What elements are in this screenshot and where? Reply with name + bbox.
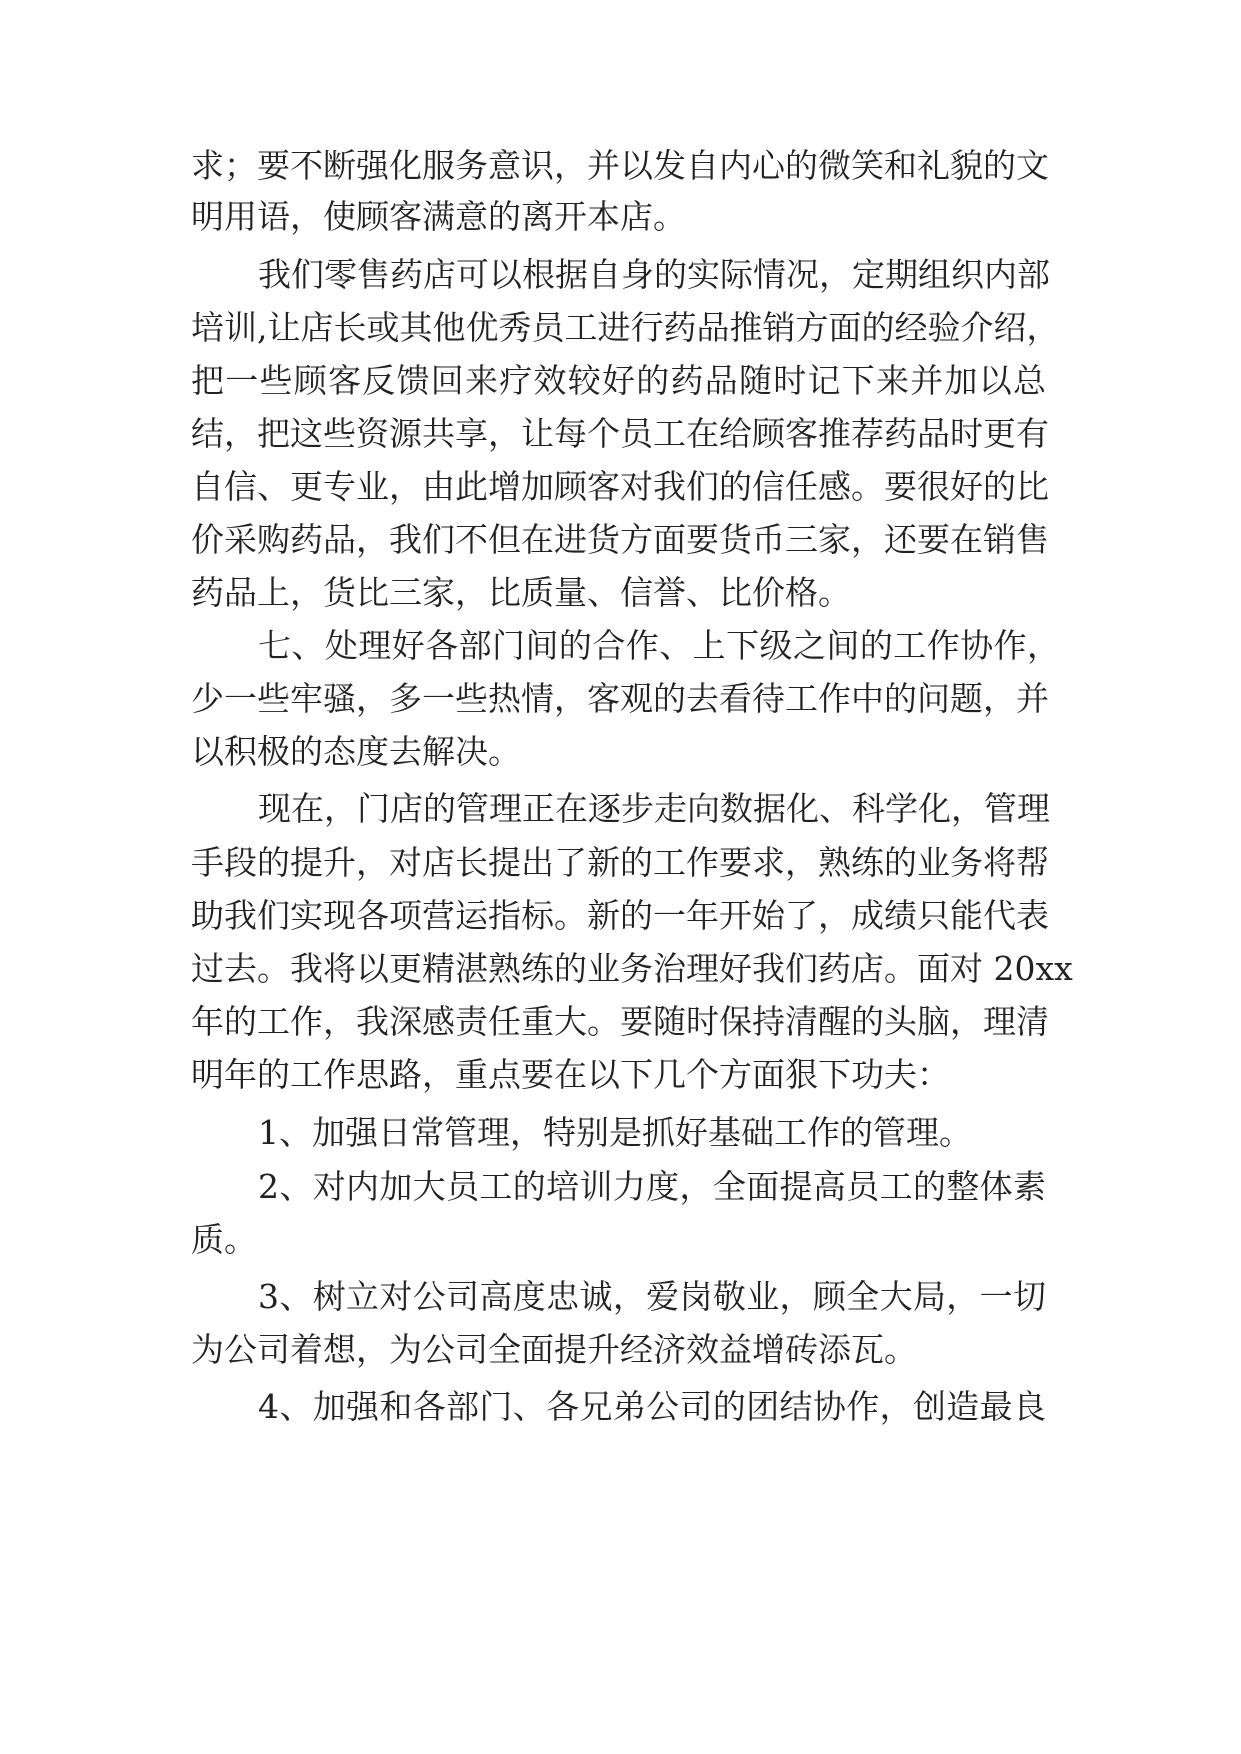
- text-line: 过去。我将以更精湛熟练的业务治理好我们药店。面对 20xx: [191, 949, 1073, 988]
- text-line: 手段的提升，对店长提出了新的工作要求，熟练的业务将帮: [191, 843, 1049, 882]
- list-item: 3、树立对公司高度忠诚，爱岗敬业，顾全大局，一切: [258, 1277, 1046, 1316]
- text-line: 明年的工作思路，重点要在以下几个方面狠下功夫：: [191, 1055, 950, 1094]
- text-line: 明用语，使顾客满意的离开本店。: [191, 197, 686, 236]
- list-item: 2、对内加大员工的培训力度，全面提高员工的整体素: [258, 1167, 1046, 1206]
- text-line: 我们零售药店可以根据自身的实际情况，定期组织内部: [258, 255, 1050, 294]
- text-line: 求；要不断强化服务意识，并以发自内心的微笑和礼貌的文: [191, 146, 1049, 185]
- text-line: 结，把这些资源共享，让每个员工在给顾客推荐药品时更有: [191, 414, 1049, 453]
- text-line: 年的工作，我深感责任重大。要随时保持清醒的头脑，理清: [191, 1002, 1049, 1041]
- text-line: 价采购药品，我们不但在进货方面要货币三家，还要在销售: [191, 520, 1049, 559]
- text-line: 培训,让店长或其他优秀员工进行药品推销方面的经验介绍，: [191, 308, 1060, 347]
- text-line: 自信、更专业，由此增加顾客对我们的信任感。要很好的比: [191, 467, 1049, 506]
- text-line: 七、处理好各部门间的合作、上下级之间的工作协作，: [258, 626, 1060, 665]
- list-item: 4、加强和各部门、各兄弟公司的团结协作，创造最良: [258, 1387, 1046, 1426]
- text-line: 以积极的态度去解决。: [191, 732, 521, 771]
- text-line: 现在，门店的管理正在逐步走向数据化、科学化，管理: [258, 789, 1050, 828]
- list-item: 1、加强日常管理，特别是抓好基础工作的管理。: [258, 1113, 972, 1152]
- text-line: 药品上，货比三家，比质量、信誉、比价格。: [191, 573, 851, 612]
- text-line: 助我们实现各项营运指标。新的一年开始了，成绩只能代表: [191, 896, 1049, 935]
- text-line: 为公司着想，为公司全面提升经济效益增砖添瓦。: [191, 1330, 917, 1369]
- text-line: 少一些牢骚，多一些热情，客观的去看待工作中的问题，并: [191, 679, 1049, 718]
- text-line: 把一些顾客反馈回来疗效较好的药品随时记下来并加以总: [191, 361, 1046, 400]
- text-line: 质。: [191, 1220, 257, 1259]
